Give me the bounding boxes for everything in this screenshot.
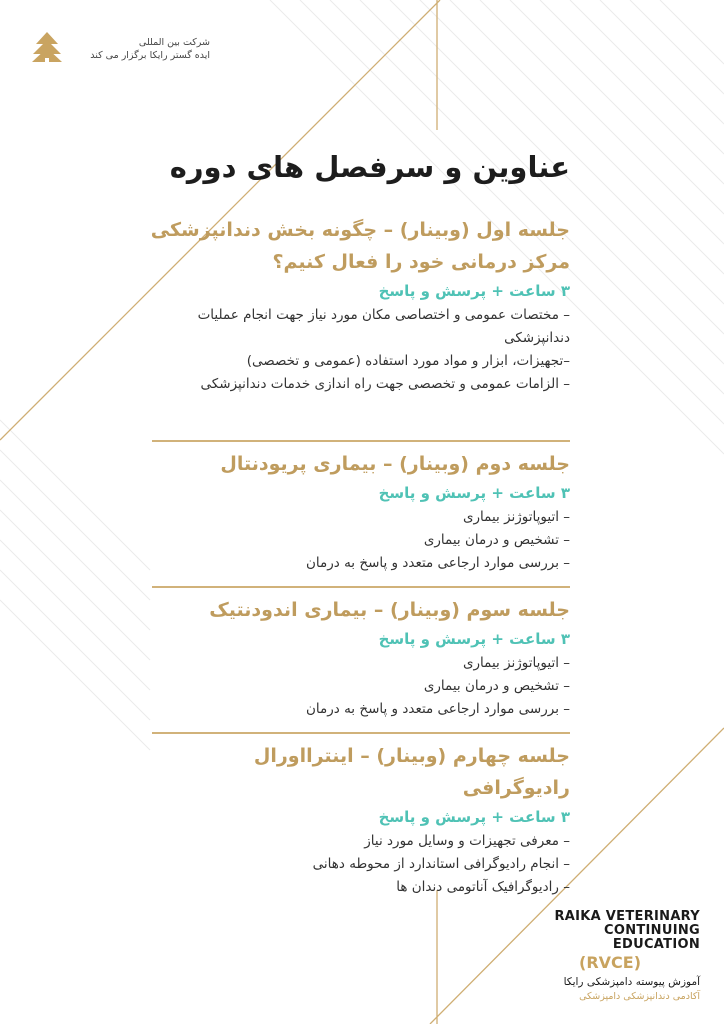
session-3 <box>150 594 570 721</box>
topic-item: –تجهیزات، ابزار و مواد مورد استفاده (عمومی و تخصصی) <box>246 353 570 369</box>
section-divider <box>152 440 570 442</box>
topic-item: – رادیوگرافیک آناتومی دندان ها <box>396 879 570 895</box>
topic-item: – بررسی موارد ارجاعی متعدد و پاسخ به درمان <box>305 701 570 717</box>
topic-item: – انجام رادیوگرافی استاندارد از محوطه دهانی <box>312 856 570 872</box>
company-logo <box>26 30 216 70</box>
session-2-topics <box>150 506 570 575</box>
session-4-duration: ۳ ساعت + پرسش و پاسخ <box>378 808 570 826</box>
session-4-topics <box>150 830 570 899</box>
brand-name-line-1: RAIKA VETERINARY <box>554 909 700 924</box>
session-2-duration: ۳ ساعت + پرسش و پاسخ <box>378 484 570 502</box>
brand-subtitle: آکادمی دندانپزشکی دامپزشکی <box>579 991 700 1002</box>
topic-item: – بررسی موارد ارجاعی متعدد و پاسخ به درمان <box>305 555 570 571</box>
session-1-topics <box>150 304 570 396</box>
logo-line-1: شرکت بین المللی <box>138 37 210 48</box>
topic-item: – تشخیص و درمان بیماری <box>423 678 570 694</box>
session-1-title: جلسه اول (وبینار) – چگونه بخش دندانپزشکی مرکز درمانی خود را فعال کنیم؟ <box>150 219 570 273</box>
section-divider <box>152 586 570 588</box>
session-4-title: جلسه چهارم (وبینار) – اینترااورال رادیوگرافی <box>253 745 570 799</box>
footer-brand <box>520 910 700 1004</box>
tree-logo-icon <box>30 30 64 64</box>
session-3-topics <box>150 652 570 721</box>
session-3-title: جلسه سوم (وبینار) – بیماری اندودنتیک <box>209 599 570 621</box>
topic-item: – مختصات عمومی و اختصاصی مکان مورد نیاز جهت انجام عملیات دندانپزشکی <box>197 307 570 346</box>
topic-item: – تشخیص و درمان بیماری <box>423 532 570 548</box>
section-divider <box>152 732 570 734</box>
session-4 <box>150 740 570 899</box>
session-2 <box>150 448 570 575</box>
logo-line-2: ایده گستر رایکا برگزار می کند <box>90 50 210 61</box>
session-3-duration: ۳ ساعت + پرسش و پاسخ <box>378 630 570 648</box>
logo-text <box>70 36 210 62</box>
session-2-title: جلسه دوم (وبینار) – بیماری پریودنتال <box>220 453 570 475</box>
session-1 <box>150 214 570 396</box>
session-1-duration: ۳ ساعت + پرسش و پاسخ <box>378 282 570 300</box>
brand-name-line-2: CONTINUING EDUCATION <box>604 923 700 952</box>
brand-code: (RVCE) <box>579 953 641 972</box>
topic-item: – معرفی تجهیزات و وسایل مورد نیاز <box>364 833 570 849</box>
brand-name-persian: آموزش پیوسته دامپزشکی رایکا <box>563 976 700 988</box>
topic-item: – اتیوپاتوژنز بیماری <box>462 655 570 671</box>
topic-item: – الزامات عمومی و تخصصی جهت راه اندازی خدمات دندانپزشکی <box>200 376 570 392</box>
page-title: عناوین و سرفصل های دوره <box>169 150 570 184</box>
topic-item: – اتیوپاتوژنز بیماری <box>462 509 570 525</box>
